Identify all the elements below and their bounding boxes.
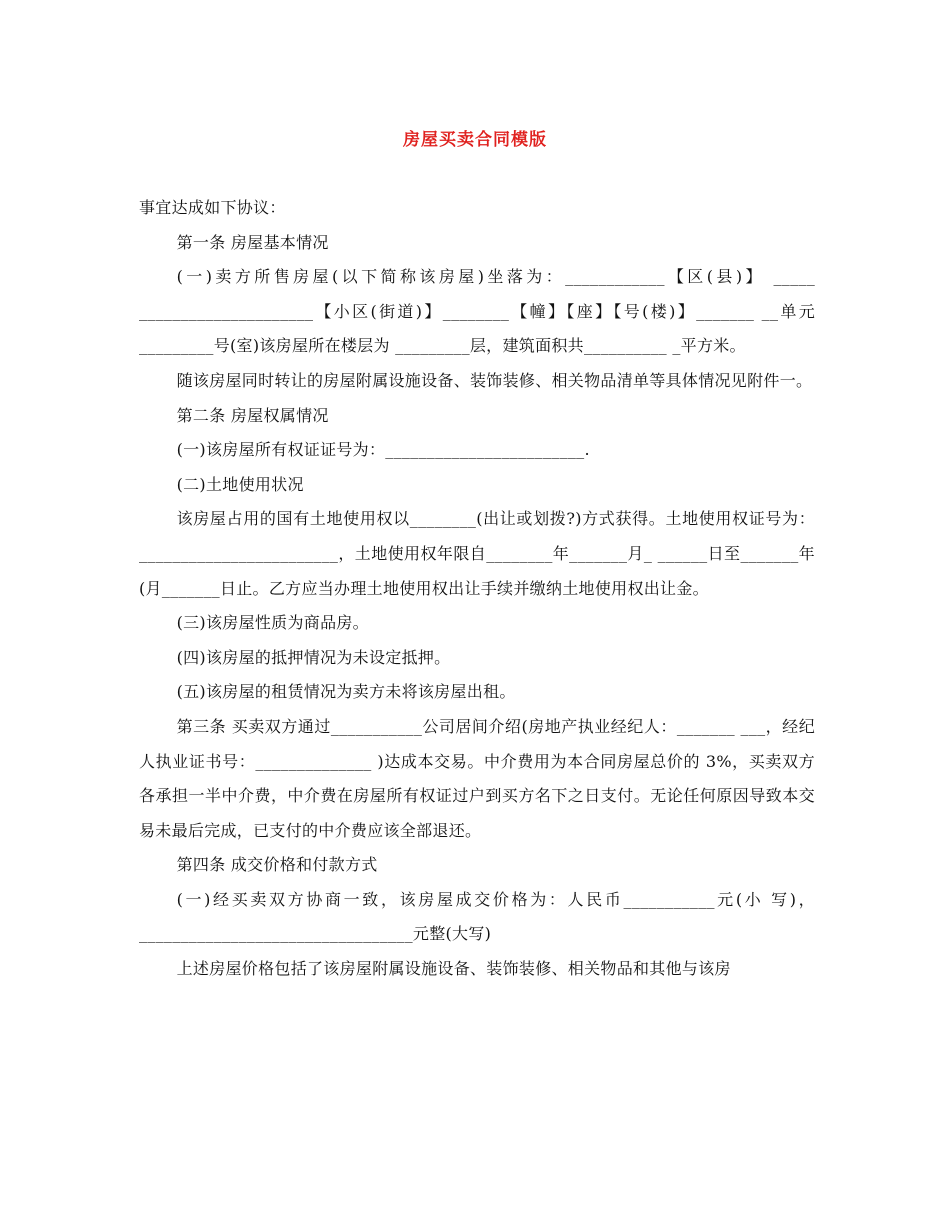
paragraph: 随该房屋同时转让的房屋附属设施设备、装饰装修、相关物品清单等具体情况见附件一。 (176, 370, 813, 390)
paragraph: (一)该房屋所有权证证号为：________________________. (176, 440, 590, 460)
paragraph: (五)该房屋的租赁情况为卖方未将该房屋出租。 (176, 682, 516, 702)
paragraph: (三)该房屋性质为商品房。 (176, 613, 369, 633)
paragraph: 第四条 成交价格和付款方式 (176, 855, 378, 875)
document-title: 房屋买卖合同模版 (403, 130, 547, 150)
paragraph: (一)经买卖双方协商一致，该房屋成交价格为：人民币___________元(小 写)，_________________________________元整(大写) (139, 889, 815, 944)
paragraph: 事宜达成如下协议： (139, 198, 286, 217)
paragraph: (一)卖方所售房屋(以下简称该房屋)坐落为：____________【区(县)】 _____ _____________________【小区(街道)】________【幢】【座】【号(楼)】_______ __单元 _________号(室)该房屋所在楼层为 _________层，建筑面积共__________ _平方米。 (139, 267, 815, 356)
paragraph: (二)土地使用状况 (176, 474, 304, 494)
document-body (139, 191, 815, 987)
paragraph: (四)该房屋的抵押情况为未设定抵押。 (176, 647, 451, 667)
paragraph: 第三条 买卖双方通过___________公司居间介绍(房地产执业经纪人：_______ ___，经纪人执业证书号：______________ )达成本交易。中介费用为本合同房屋总价的 3%，买卖双方各承担一半中介费，中介费在房屋所有权证过户到买方名下之日支付。无论任何原因导致本交易未最后完成，已支付的中介费应该全部退还。 (139, 716, 815, 840)
paragraph: 第二条 房屋权属情况 (176, 405, 329, 425)
paragraph: 该房屋占用的国有土地使用权以________(出让或划拨?)方式获得。土地使用权证号为：________________________，土地使用权年限自________年_______月_ ______日至_______年(月_______日止。乙方应当办理土地使用权出让手续并缴纳土地使用权出让金。 (139, 509, 815, 598)
paragraph: 上述房屋价格包括了该房屋附属设施设备、装饰装修、相关物品和其他与该房 (176, 959, 731, 979)
paragraph: 第一条 房屋基本情况 (176, 232, 329, 252)
